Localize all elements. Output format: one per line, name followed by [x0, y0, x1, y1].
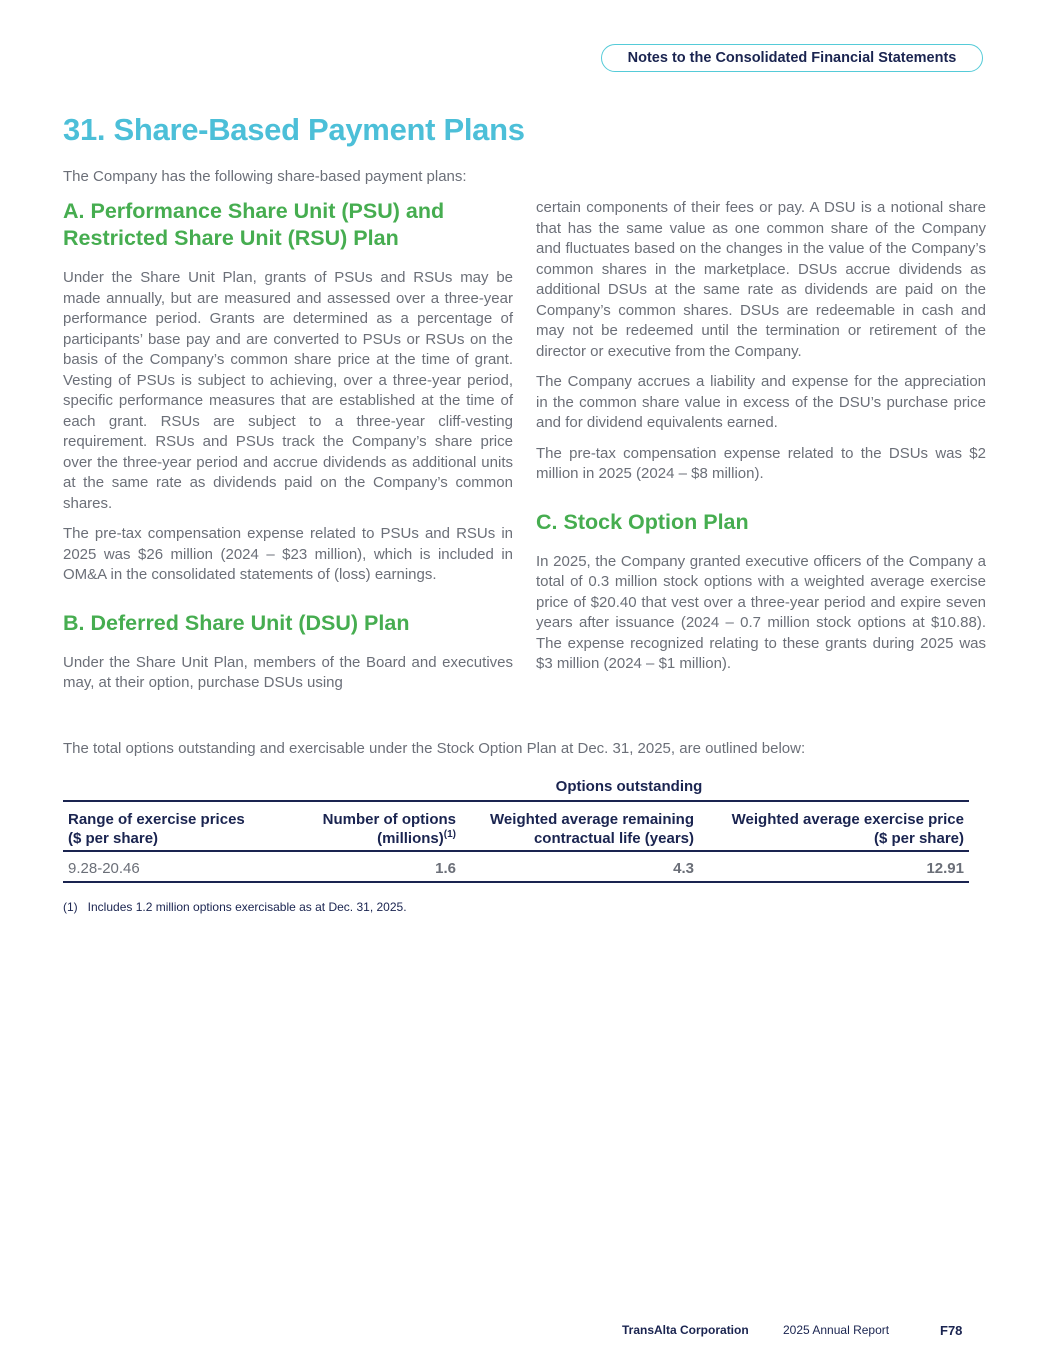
section-b-paragraph-3: The pre-tax compensation expense related to the DSUs was $2 million in 2025 (2024 – $8 million). [536, 444, 986, 482]
footnote [63, 900, 407, 914]
section-a-paragraph-1: Under the Share Unit Plan, grants of PSUs and RSUs may be made annually, but are measured and assessed over a three-year performance period. Grants are determined as a percentage of participants’ base pay and are converted to PSUs or RSUs on the basis of the Company’s common share price at the time of grant. Vesting of PSUs is subject to achieving, over a three-year period, specific performance measures that are established at the time of each grant. RSUs are subject to a three-year cliff-vesting requirement. RSUs and PSUs track the Company’s share price over the three-year period and accrue dividends as additional units at the same rate as dividends paid on the Company’s common shares. [63, 269, 513, 512]
footer-report: 2025 Annual Report [783, 1323, 890, 1337]
section-c-heading: C. Stock Option Plan [536, 509, 749, 534]
page-number: F78 [940, 1323, 963, 1338]
right-column [536, 198, 986, 685]
intro-text: The Company has the following share-based payment plans: [63, 168, 467, 185]
options-outstanding-header: Options outstanding [555, 778, 703, 795]
cell-number: 1.6 [293, 851, 461, 882]
section-b-paragraph-1-continued: certain components of their fees or pay. A DSU is a notional share that has the same value as one common share of the Company and fluctuates based on the changes in the value of the Company’s common shares in the marketplace. DSUs accrue dividends as additional DSUs at the same rate as dividends are paid on the Company’s common shares. DSUs are redeemable in cash and may not be redeemed until the termination or retirement of the director or executive from the Company. [536, 199, 986, 360]
section-b-paragraph-2: The Company accrues a liability and expense for the appreciation in the common share value in excess of the DSU’s purchase price and for dividend equivalents earned. [536, 373, 986, 431]
column-header-range: Range of exercise prices ($ per share) [63, 801, 293, 851]
footer-company: TransAlta Corporation [622, 1323, 749, 1337]
section-label: Notes to the Consolidated Financial Statements [627, 50, 957, 66]
column-header-life: Weighted average remaining contractual life (years) [461, 801, 699, 851]
section-b-heading: B. Deferred Share Unit (DSU) Plan [63, 610, 410, 635]
section-c-paragraph-1: In 2025, the Company granted executive officers of the Company a total of 0.3 million stock options with a weighted average exercise price of $20.40 that vest over a three-year period and expire seven years after issuance (2024 – 0.7 million stock options at $10.88). The expense recognized relating to these grants during 2025 was $3 million (2024 – $1 million). [536, 552, 986, 672]
options-table [63, 800, 969, 883]
footnote-marker: (1) [63, 900, 78, 914]
section-a-heading: A. Performance Share Unit (PSU) and Restricted Share Unit (RSU) Plan [63, 199, 445, 250]
table-header-row [63, 801, 969, 851]
cell-range: 9.28-20.46 [63, 851, 293, 882]
page-title: 31. Share-Based Payment Plans [63, 112, 525, 147]
section-b-paragraph-1-start: Under the Share Unit Plan, members of the Board and executives may, at their option, purchase DSUs using [63, 653, 513, 691]
table-intro: The total options outstanding and exercisable under the Stock Option Plan at Dec. 31, 2025, are outlined below: [63, 740, 806, 757]
cell-price: 12.91 [699, 851, 969, 882]
footnote-ref: (1) [443, 829, 456, 840]
cell-life: 4.3 [461, 851, 699, 882]
table-row [63, 851, 969, 882]
section-label-badge [601, 44, 983, 72]
footnote-text: Includes 1.2 million options exercisable as at Dec. 31, 2025. [87, 900, 407, 914]
left-column [63, 198, 513, 704]
section-a-paragraph-2: The pre-tax compensation expense related to PSUs and RSUs in 2025 was $26 million (2024 – $23 million), which is included in OM&A in the consolidated statements of (loss) earnings. [63, 525, 513, 583]
column-header-price: Weighted average exercise price ($ per share) [699, 801, 969, 851]
column-header-number: Number of options (millions)$^{(1)}$ [293, 801, 461, 851]
